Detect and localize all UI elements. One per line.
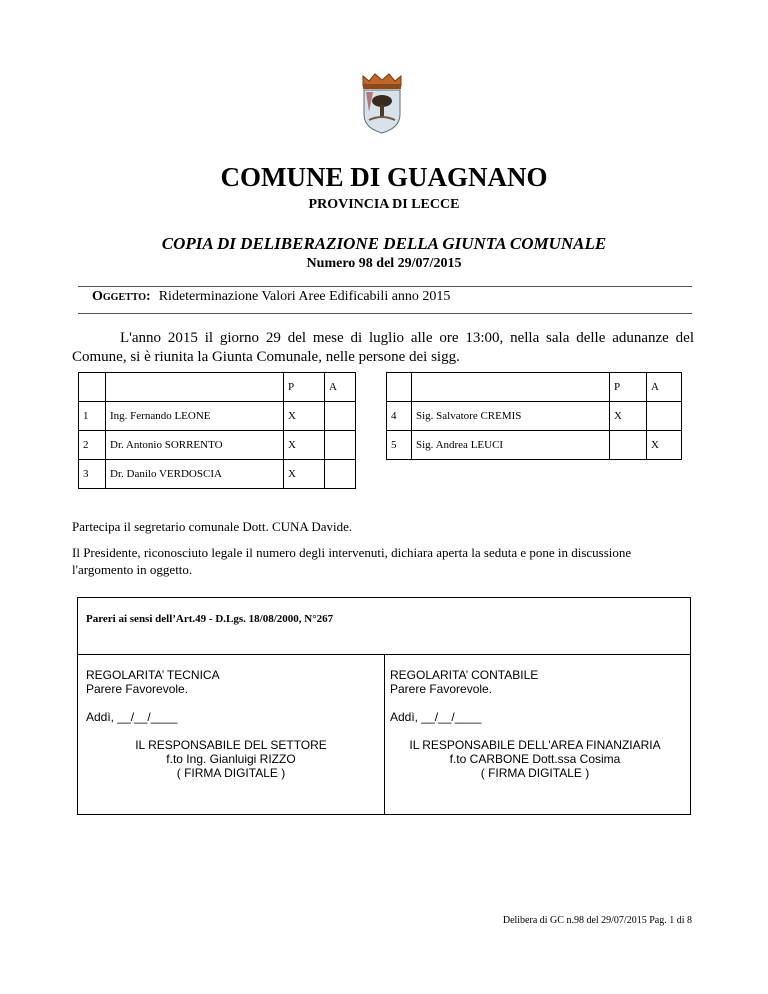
table-row (387, 402, 682, 431)
comune-title: COMUNE DI GUAGNANO (220, 162, 548, 192)
accounting-title: REGOLARITA’ CONTABILE (390, 668, 539, 682)
technical-title: REGOLARITA’ TECNICA (86, 668, 220, 682)
member-name: Ing. Fernando LEONE (106, 402, 284, 431)
accounting-opinion (390, 668, 680, 780)
subject-line (92, 289, 450, 305)
absent-mark (647, 402, 682, 431)
president-paragraph: Il Presidente, riconosciuto legale il numero degli intervenuti, dichiara aperta la seduta e pone in discussione l'argomento in oggetto. (72, 545, 632, 577)
accounting-signature (390, 738, 680, 780)
technical-signature (86, 738, 376, 780)
attendance-table-left (78, 372, 356, 489)
present-mark: X (284, 460, 325, 489)
technical-result: Parere Favorevole. (86, 682, 189, 696)
opinions-box (77, 597, 691, 815)
table-row (79, 402, 356, 431)
divider (78, 313, 692, 314)
province-name: PROVINCIA DI LECCE (308, 197, 460, 212)
member-name: Dr. Antonio SORRENTO (106, 431, 284, 460)
opinions-heading: Pareri ai sensi dell’Art.49 - D.Lgs. 18/08/2000, N°267 (86, 613, 334, 625)
technical-signer: f.to Ing. Gianluigi RIZZO (166, 752, 296, 766)
present-mark: X (284, 402, 325, 431)
member-name: Dr. Danilo VERDOSCIA (106, 460, 284, 489)
intro-text: L'anno 2015 il giorno 29 del mese di luglio alle ore 13:00, nella sala delle adunanze del Comune, si è riunita la Giunta Comunale, nelle persone dei sigg. (72, 330, 694, 365)
absent-mark: X (647, 431, 682, 460)
member-number: 4 (387, 402, 412, 431)
absent-mark (325, 460, 356, 489)
subject-text: Rideterminazione Valori Aree Edificabili anno 2015 (158, 289, 451, 304)
page-footer: Delibera di GC n.98 del 29/07/2015 Pag. 1 di 8 (502, 915, 692, 926)
municipal-crest-icon (357, 72, 407, 134)
deliberation-title: COPIA DI DELIBERAZIONE DELLA GIUNTA COMUNALE (161, 234, 607, 253)
accounting-digital-signature: ( FIRMA DIGITALE ) (480, 766, 590, 780)
divider (78, 286, 692, 287)
accounting-responsible: IL RESPONSABILE DELL'AREA FINANZIARIA (409, 738, 661, 752)
subject-label: Oggetto: (92, 289, 151, 304)
accounting-date: Addì, __/__/____ (390, 710, 482, 724)
member-number: 2 (79, 431, 106, 460)
attendance-table-right (386, 372, 682, 460)
member-number: 5 (387, 431, 412, 460)
member-name: Sig. Andrea LEUCI (412, 431, 610, 460)
divider (384, 654, 385, 814)
technical-responsible: IL RESPONSABILE DEL SETTORE (135, 738, 327, 752)
absent-header: A (325, 373, 356, 402)
absent-mark (325, 431, 356, 460)
intro-paragraph (72, 329, 694, 367)
accounting-result: Parere Favorevole. (390, 682, 493, 696)
absent-header: A (647, 373, 682, 402)
table-header-row (79, 373, 356, 402)
table-row (387, 431, 682, 460)
present-header: P (610, 373, 647, 402)
member-name: Sig. Salvatore CREMIS (412, 402, 610, 431)
table-header-row (387, 373, 682, 402)
table-row (79, 431, 356, 460)
member-number: 3 (79, 460, 106, 489)
technical-date: Addì, __/__/____ (86, 710, 178, 724)
present-mark: X (610, 402, 647, 431)
present-mark: X (284, 431, 325, 460)
absent-mark (325, 402, 356, 431)
secretary-line: Partecipa il segretario comunale Dott. CUNA Davide. (72, 519, 353, 534)
present-mark (610, 431, 647, 460)
member-number: 1 (79, 402, 106, 431)
present-header: P (284, 373, 325, 402)
technical-digital-signature: ( FIRMA DIGITALE ) (176, 766, 286, 780)
deliberation-number: Numero 98 del 29/07/2015 (306, 256, 462, 271)
accounting-signer: f.to CARBONE Dott.ssa Cosima (449, 752, 621, 766)
table-row (79, 460, 356, 489)
technical-opinion (86, 668, 376, 780)
